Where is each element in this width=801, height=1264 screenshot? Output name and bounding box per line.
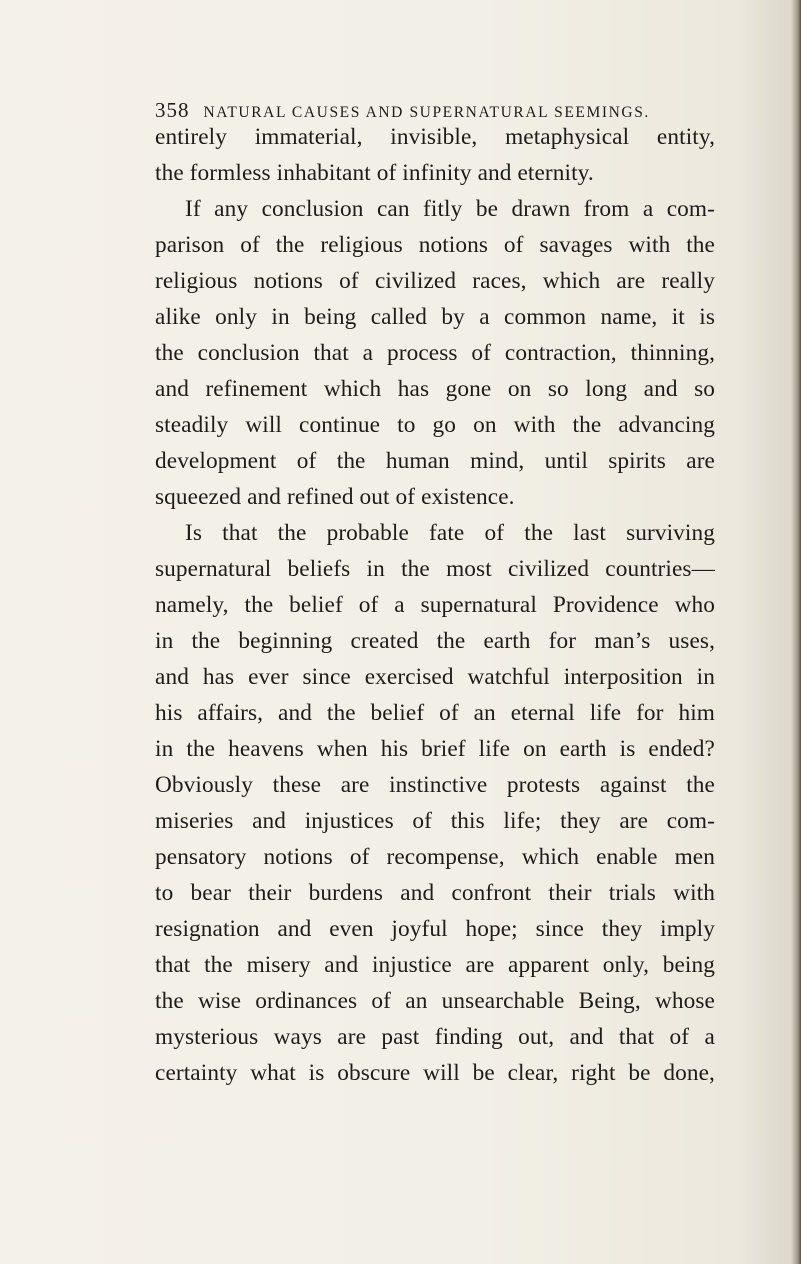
text-line: mysterious ways are past finding out, and that of a	[155, 1024, 715, 1050]
text-line: and refinement which has gone on so long and so	[155, 376, 715, 402]
page-edge-shadow	[791, 0, 801, 1264]
text-line: steadily will continue to go on with the advancing	[155, 412, 715, 438]
text-line: the conclusion that a process of contraction, thinning,	[155, 340, 715, 366]
paragraph-first-line: If any conclusion can fitly be drawn from a com-	[185, 196, 715, 222]
text-line: in the heavens when his brief life on earth is ended?	[155, 736, 715, 762]
running-title: NATURAL CAUSES AND SUPERNATURAL SEEMINGS.	[203, 104, 650, 121]
text-line: entirely immaterial, invisible, metaphysical entity,	[155, 124, 715, 150]
text-line: miseries and injustices of this life; they are com-	[155, 808, 715, 834]
text-line: the wise ordinances of an unsearchable Being, whose	[155, 988, 715, 1014]
text-line: squeezed and refined out of existence.	[155, 484, 515, 510]
text-line: to bear their burdens and confront their trials with	[155, 880, 715, 906]
body-text	[155, 119, 715, 1091]
text-line: resignation and even joyful hope; since they imply	[155, 916, 715, 942]
text-line: parison of the religious notions of savages with the	[155, 232, 715, 258]
page-number: 358	[155, 98, 190, 122]
text-line: certainty what is obscure will be clear, right be done,	[155, 1060, 715, 1086]
text-line: Obviously these are instinctive protests against the	[155, 772, 715, 798]
paragraph-first-line: Is that the probable fate of the last surviving	[185, 520, 715, 546]
text-line: and has ever since exercised watchful interposition in	[155, 664, 715, 690]
text-line: his affairs, and the belief of an eternal life for him	[155, 700, 715, 726]
text-line: pensatory notions of recompense, which enable men	[155, 844, 715, 870]
text-line: the formless inhabitant of infinity and eternity.	[155, 160, 594, 186]
text-line: alike only in being called by a common name, it is	[155, 304, 715, 330]
text-line: that the misery and injustice are apparent only, being	[155, 952, 715, 978]
text-line: namely, the belief of a supernatural Providence who	[155, 592, 715, 618]
text-line: development of the human mind, until spirits are	[155, 448, 715, 474]
text-line: religious notions of civilized races, which are really	[155, 268, 715, 294]
text-line: in the beginning created the earth for man’s uses,	[155, 628, 715, 654]
text-line: supernatural beliefs in the most civilized countries—	[155, 556, 715, 582]
